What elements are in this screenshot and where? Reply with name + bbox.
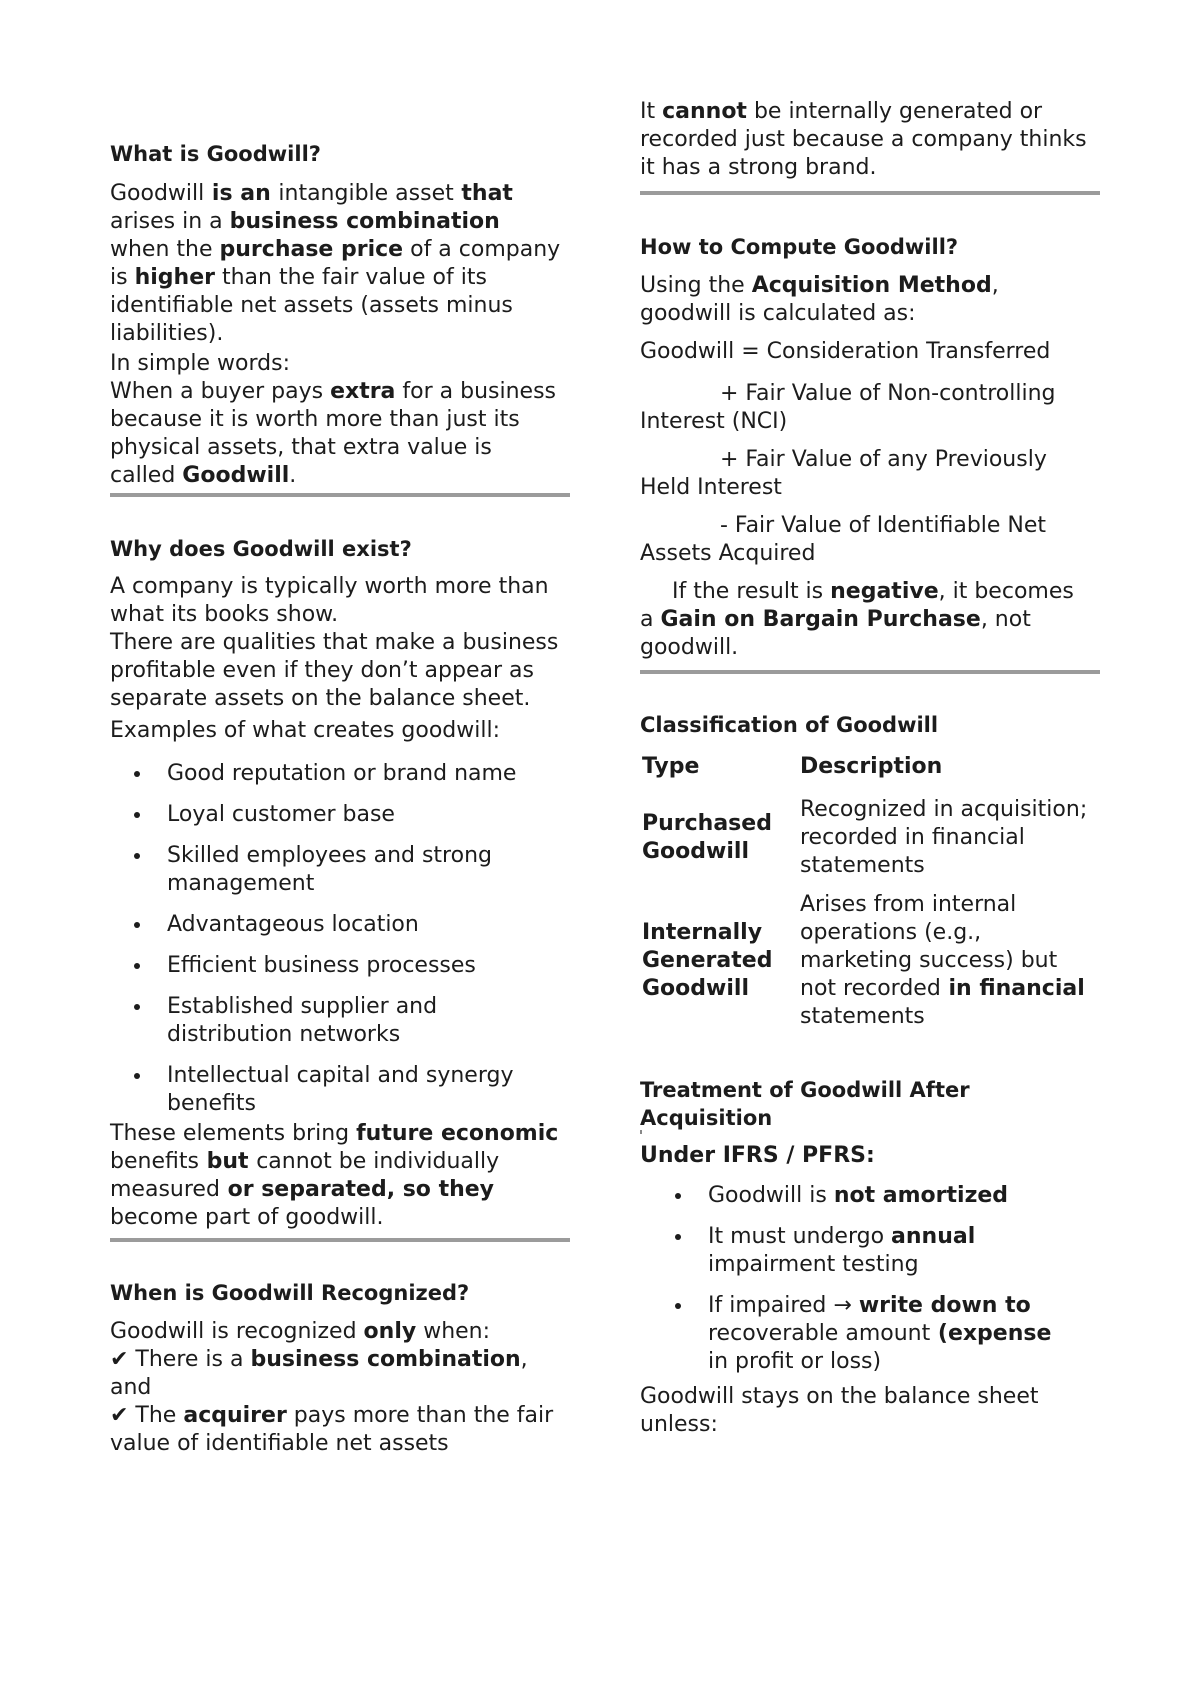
text-line: it has a strong brand. (640, 155, 877, 180)
paragraph-cannot-internally-generate (640, 98, 1110, 182)
list-item (640, 1292, 1110, 1376)
section-title-when-recognized: When is Goodwill Recognized? (110, 1281, 470, 1305)
text-line: Treatment of Goodwill After (640, 1078, 970, 1102)
text-line: Generated (642, 948, 773, 973)
text-line: not recorded in financial (800, 976, 1085, 1001)
text-line: and (110, 1375, 152, 1400)
text-line: become part of goodwill. (110, 1205, 384, 1230)
section-divider (640, 191, 1100, 195)
list-item (110, 760, 580, 788)
text-line: value of identifiable net assets (110, 1431, 449, 1456)
ifrs-treatment-list (640, 1182, 1110, 1389)
text-line: There are qualities that make a business (110, 630, 559, 655)
text-line: Assets Acquired (640, 541, 816, 566)
text-line: + Fair Value of Non-controlling (720, 381, 1056, 406)
section-title-treatment-after-acquisition (640, 1076, 1110, 1132)
list-item (110, 842, 580, 898)
text-line: Goodwill is an intangible asset that (110, 181, 513, 206)
formula-head: Goodwill = Consideration Transferred (640, 339, 1051, 364)
text-line: a Gain on Bargain Purchase, not (640, 607, 1031, 632)
text-line: operations (e.g., (800, 920, 982, 945)
text-line: because it is worth more than just its (110, 407, 520, 432)
table-cell-type (642, 810, 792, 866)
text-line: ✔ There is a business combination, (110, 1347, 528, 1372)
text-line: measured or separated, so they (110, 1177, 495, 1202)
table-cell-description (800, 796, 1110, 880)
list-item (110, 1062, 580, 1118)
text-line: goodwill is calculated as: (640, 301, 916, 326)
text-line: Loyal customer base (167, 802, 395, 827)
text-line: goodwill. (640, 635, 739, 660)
text-line: Goodwill is not amortized (708, 1183, 1009, 1208)
bullet-dot (134, 1004, 140, 1010)
text-line: Goodwill (642, 976, 749, 1001)
bullet-dot (134, 812, 140, 818)
paragraph-negative-result (640, 578, 1110, 662)
text-line: When a buyer pays extra for a business (110, 379, 557, 404)
text-line: what its books show. (110, 602, 339, 627)
classification-table (640, 753, 1110, 1033)
list-item (110, 952, 580, 980)
text-line: Purchased (642, 811, 772, 836)
text-line: management (167, 871, 315, 896)
text-line: impairment testing (708, 1252, 919, 1277)
text-line: separate assets on the balance sheet. (110, 686, 531, 711)
text-line: benefits (167, 1091, 256, 1116)
text-line: statements (800, 853, 925, 878)
text-line: + Fair Value of any Previously (720, 447, 1047, 472)
table-cell-type (642, 919, 792, 1003)
paragraph-simple-words (110, 350, 580, 490)
text-line: Established supplier and (167, 994, 438, 1019)
list-item (110, 993, 580, 1049)
section-title-why-goodwill-exists: Why does Goodwill exist? (110, 537, 412, 561)
text-line: recoverable amount (expense (708, 1321, 1052, 1346)
formula-term (640, 446, 1110, 502)
text-line: Arises from internal (800, 892, 1017, 917)
paragraph-acquisition-method (640, 272, 1110, 328)
list-item (640, 1182, 1110, 1210)
bullet-dot (134, 963, 140, 969)
bullet-dot (134, 853, 140, 859)
bullet-dot (675, 1234, 681, 1240)
paragraph-examples-intro: Examples of what creates goodwill: (110, 718, 501, 743)
formula-lines (640, 380, 1110, 578)
subheading-ifrs-pfrs: Under IFRS / PFRS: (640, 1143, 875, 1168)
text-line: when the purchase price of a company (110, 237, 561, 262)
text-line: marketing success) but (800, 948, 1058, 973)
text-line: It cannot be internally generated or (640, 99, 1043, 124)
text-line: Goodwill is recognized only when: (110, 1319, 491, 1344)
section-title-compute-goodwill: How to Compute Goodwill? (640, 235, 959, 259)
text-line: called Goodwill. (110, 463, 297, 488)
bullet-dot (675, 1193, 681, 1199)
bullet-dot (134, 922, 140, 928)
text-line: Recognized in acquisition; (800, 797, 1088, 822)
text-line: Acquisition (640, 1106, 773, 1130)
paragraph-goodwill-definition (110, 180, 580, 348)
text-line: arises in a business combination (110, 209, 500, 234)
text-line: ✔ The acquirer pays more than the fair (110, 1403, 554, 1428)
text-line: unless: (640, 1412, 718, 1437)
text-line: Goodwill (642, 839, 749, 864)
text-line: It must undergo annual (708, 1224, 976, 1249)
text-line: - Fair Value of Identifiable Net (720, 513, 1047, 538)
table-cell-description (800, 891, 1110, 1031)
text-line: Held Interest (640, 475, 782, 500)
formula-term (640, 380, 1110, 436)
text-line: Internally (642, 920, 763, 945)
text-line: These elements bring future economic (110, 1121, 559, 1146)
text-line: Goodwill stays on the balance sheet (640, 1384, 1039, 1409)
section-title-what-is-goodwill: What is Goodwill? (110, 142, 321, 166)
text-line: in profit or loss) (708, 1349, 882, 1374)
bullet-dot (134, 1073, 140, 1079)
formula-term (640, 512, 1110, 568)
text-line: is higher than the fair value of its (110, 265, 487, 290)
text-line: If impaired → write down to (708, 1293, 1031, 1318)
section-divider (110, 493, 570, 497)
text-line: Intellectual capital and synergy (167, 1063, 514, 1088)
section-title-classification: Classification of Goodwill (640, 713, 939, 737)
text-line: distribution networks (167, 1022, 401, 1047)
text-line: liabilities). (110, 321, 224, 346)
text-line: recorded in financial (800, 825, 1025, 850)
paragraph-recognition-conditions (110, 1318, 580, 1458)
paragraph-future-benefits (110, 1120, 580, 1232)
text-line: Efficient business processes (167, 953, 476, 978)
text-line: Using the Acquisition Method, (640, 273, 999, 298)
list-item (110, 911, 580, 939)
text-line: identifiable net assets (assets minus (110, 293, 513, 318)
text-line: physical assets, that extra value is (110, 435, 492, 460)
list-item (110, 801, 580, 829)
bullet-dot (134, 771, 140, 777)
text-line: profitable even if they don’t appear as (110, 658, 534, 683)
stray-mark (640, 1130, 642, 1134)
text-line: Good reputation or brand name (167, 761, 517, 786)
list-item (640, 1223, 1110, 1279)
text-line: If the result is negative, it becomes (672, 579, 1074, 604)
paragraph-why-goodwill (110, 573, 580, 713)
text-line: Interest (NCI) (640, 409, 788, 434)
section-divider (110, 1238, 570, 1242)
text-line: A company is typically worth more than (110, 574, 549, 599)
paragraph-stays-on-balance-sheet (640, 1383, 1110, 1439)
goodwill-examples-list (110, 760, 580, 1131)
section-divider (640, 670, 1100, 674)
table-header-type: Type (642, 754, 700, 779)
text-line: In simple words: (110, 351, 290, 376)
text-line: Advantageous location (167, 912, 419, 937)
text-line: recorded just because a company thinks (640, 127, 1087, 152)
text-line: benefits but cannot be individually (110, 1149, 500, 1174)
table-header-description: Description (800, 754, 943, 779)
text-line: statements (800, 1004, 925, 1029)
bullet-dot (675, 1303, 681, 1309)
text-line: Skilled employees and strong (167, 843, 492, 868)
